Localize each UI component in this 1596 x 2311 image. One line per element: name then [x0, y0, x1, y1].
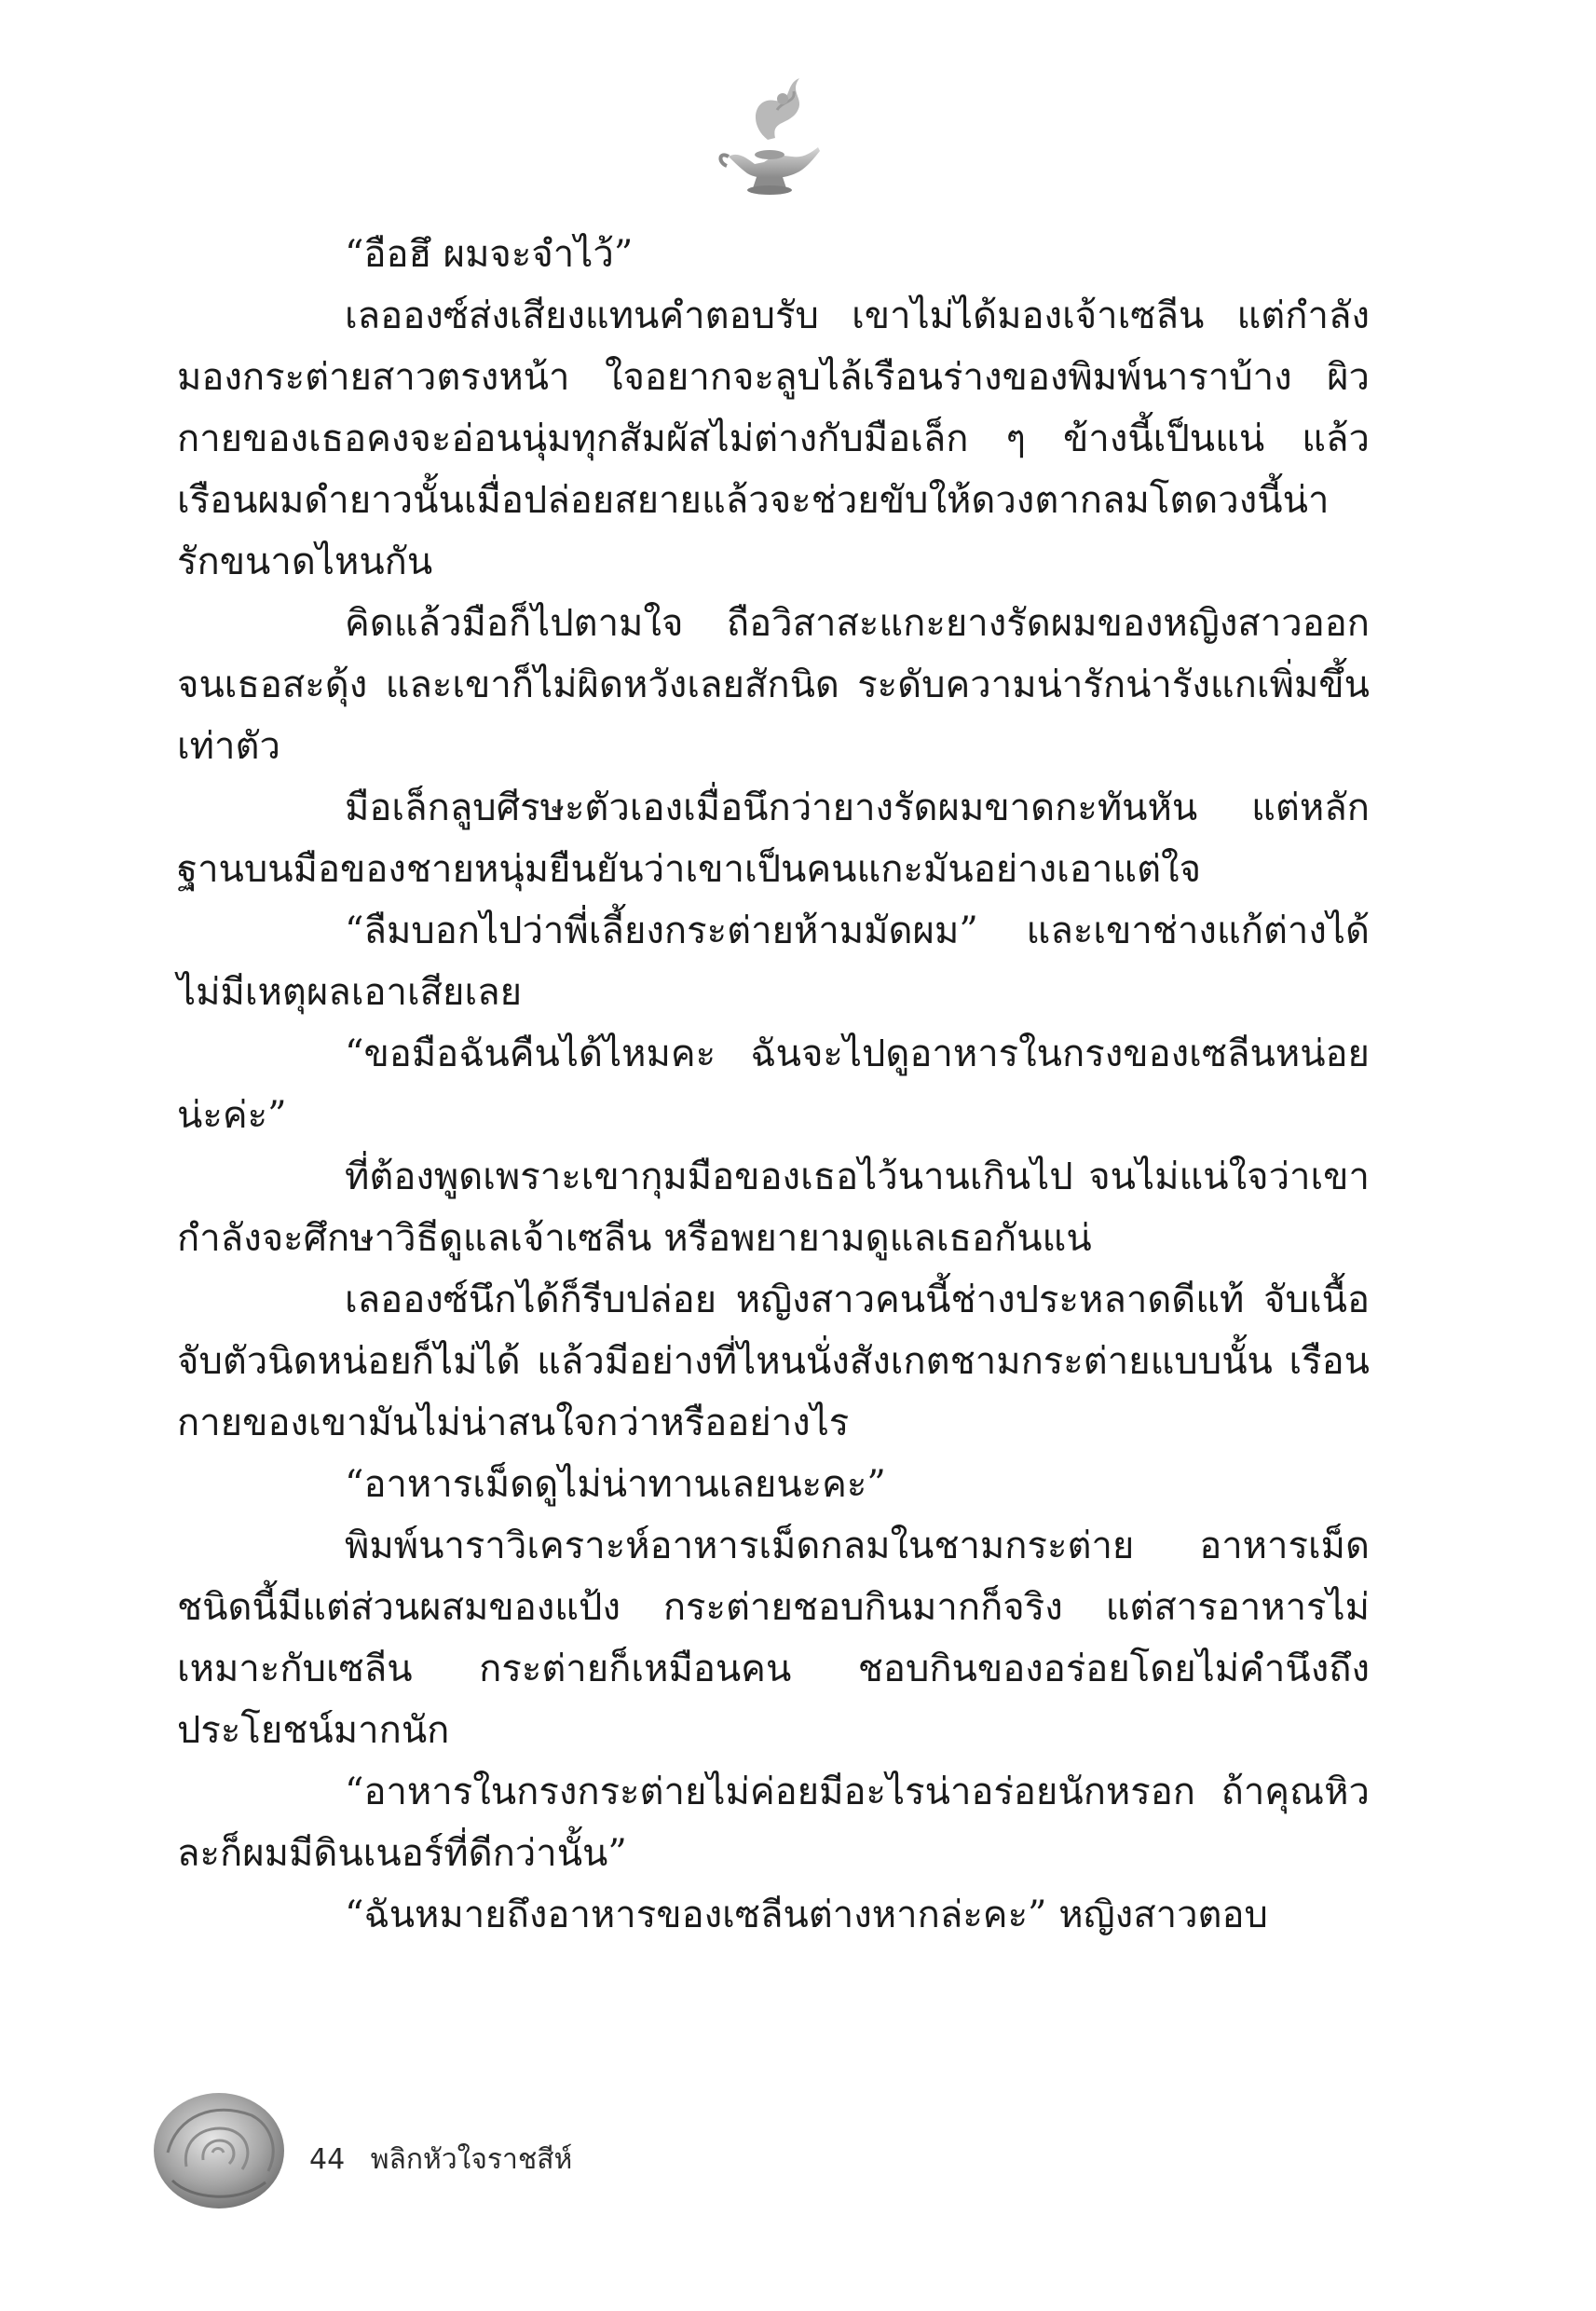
genie-lamp-icon [710, 73, 831, 212]
paragraph: คิดแล้วมือก็ไปตามใจ ถือวิสาสะแกะยางรัดผมของหญิงสาวออกจนเธอสะดุ้ง และเขาก็ไม่ผิดหวังเลยสักนิด ระดับความน่ารักน่ารังแกเพิ่มขึ้นเท่าตัว [177, 602, 1370, 768]
paragraph: “อาหารเม็ดดูไม่น่าทานเลยนะคะ” [345, 1463, 886, 1506]
chapter-text [177, 224, 1370, 1946]
paragraph: “ขอมือฉันคืนได้ไหมคะ ฉันจะไปดูอาหารในกรงของเซลีนหน่อยน่ะค่ะ” [177, 1032, 1370, 1137]
paragraph: เลอองซ์นึกได้ก็รีบปล่อย หญิงสาวคนนี้ช่างประหลาดดีแท้ จับเนื้อจับตัวนิดหน่อยก็ไม่ได้ แล้วมีอย่างที่ไหนนั่งสังเกตชามกระต่ายแบบนั้น เรือนกายของเขามันไม่น่าสนใจกว่าหรืออย่างไร [177, 1279, 1370, 1444]
paragraph: ที่ต้องพูดเพราะเขากุมมือของเธอไว้นานเกินไป จนไม่แน่ใจว่าเขากำลังจะศึกษาวิธีดูแลเจ้าเซลีน หรือพยายามดูแลเธอกันแน่ [177, 1156, 1370, 1260]
paragraph: เลอองซ์ส่งเสียงแทนคำตอบรับ เขาไม่ได้มองเจ้าเซลีน แต่กำลังมองกระต่ายสาวตรงหน้า ใจอยากจะลูบไล้เรือนร่างของพิมพ์นาราบ้าง ผิวกายของเธอคงจะอ่อนนุ่มทุกสัมผัสไม่ต่างกับมือเล็ก ๆ ข้างนี้เป็นแน่ แล้วเรือนผมดำยาวนั้นเมื่อปล่อยสยายแล้วจะช่วยขับให้ดวงตากลมโตดวงนี้น่ารักขนาดไหนกัน [177, 294, 1370, 583]
paragraph: มือเล็กลูบศีรษะตัวเองเมื่อนึกว่ายางรัดผมขาดกะทันหัน แต่หลักฐานบนมือของชายหนุ่มยืนยันว่าเขาเป็นคนแกะมันอย่างเอาแต่ใจ [177, 786, 1370, 891]
page-number: 44 [309, 2143, 346, 2176]
page-folio [309, 2138, 589, 2181]
rose-icon [149, 2078, 289, 2218]
paragraph: “ลืมบอกไปว่าพี่เลี้ยงกระต่ายห้ามมัดผม” และเขาช่างแก้ต่างได้ไม่มีเหตุผลเอาเสียเลย [177, 909, 1370, 1014]
paragraph: “อือฮึ ผมจะจำไว้” [345, 233, 634, 276]
paragraph: พิมพ์นาราวิเคราะห์อาหารเม็ดกลมในชามกระต่าย อาหารเม็ดชนิดนี้มีแต่ส่วนผสมของแป้ง กระต่ายชอบกินมากก็จริง แต่สารอาหารไม่เหมาะกับเซลีน กระต่ายก็เหมือนคน ชอบกินของอร่อยโดยไม่คำนึงถึงประโยชน์มากนัก [177, 1525, 1370, 1752]
paragraph: “ฉันหมายถึงอาหารของเซลีนต่างหากล่ะคะ” หญิงสาวตอบ [345, 1894, 1268, 1936]
page-footer [149, 2078, 801, 2227]
book-title: พลิกหัวใจราชสีห์ [370, 2143, 573, 2176]
paragraph: “อาหารในกรงกระต่ายไม่ค่อยมีอะไรน่าอร่อยนักหรอก ถ้าคุณหิวละก็ผมมีดินเนอร์ที่ดีกว่านั้น” [177, 1771, 1370, 1875]
